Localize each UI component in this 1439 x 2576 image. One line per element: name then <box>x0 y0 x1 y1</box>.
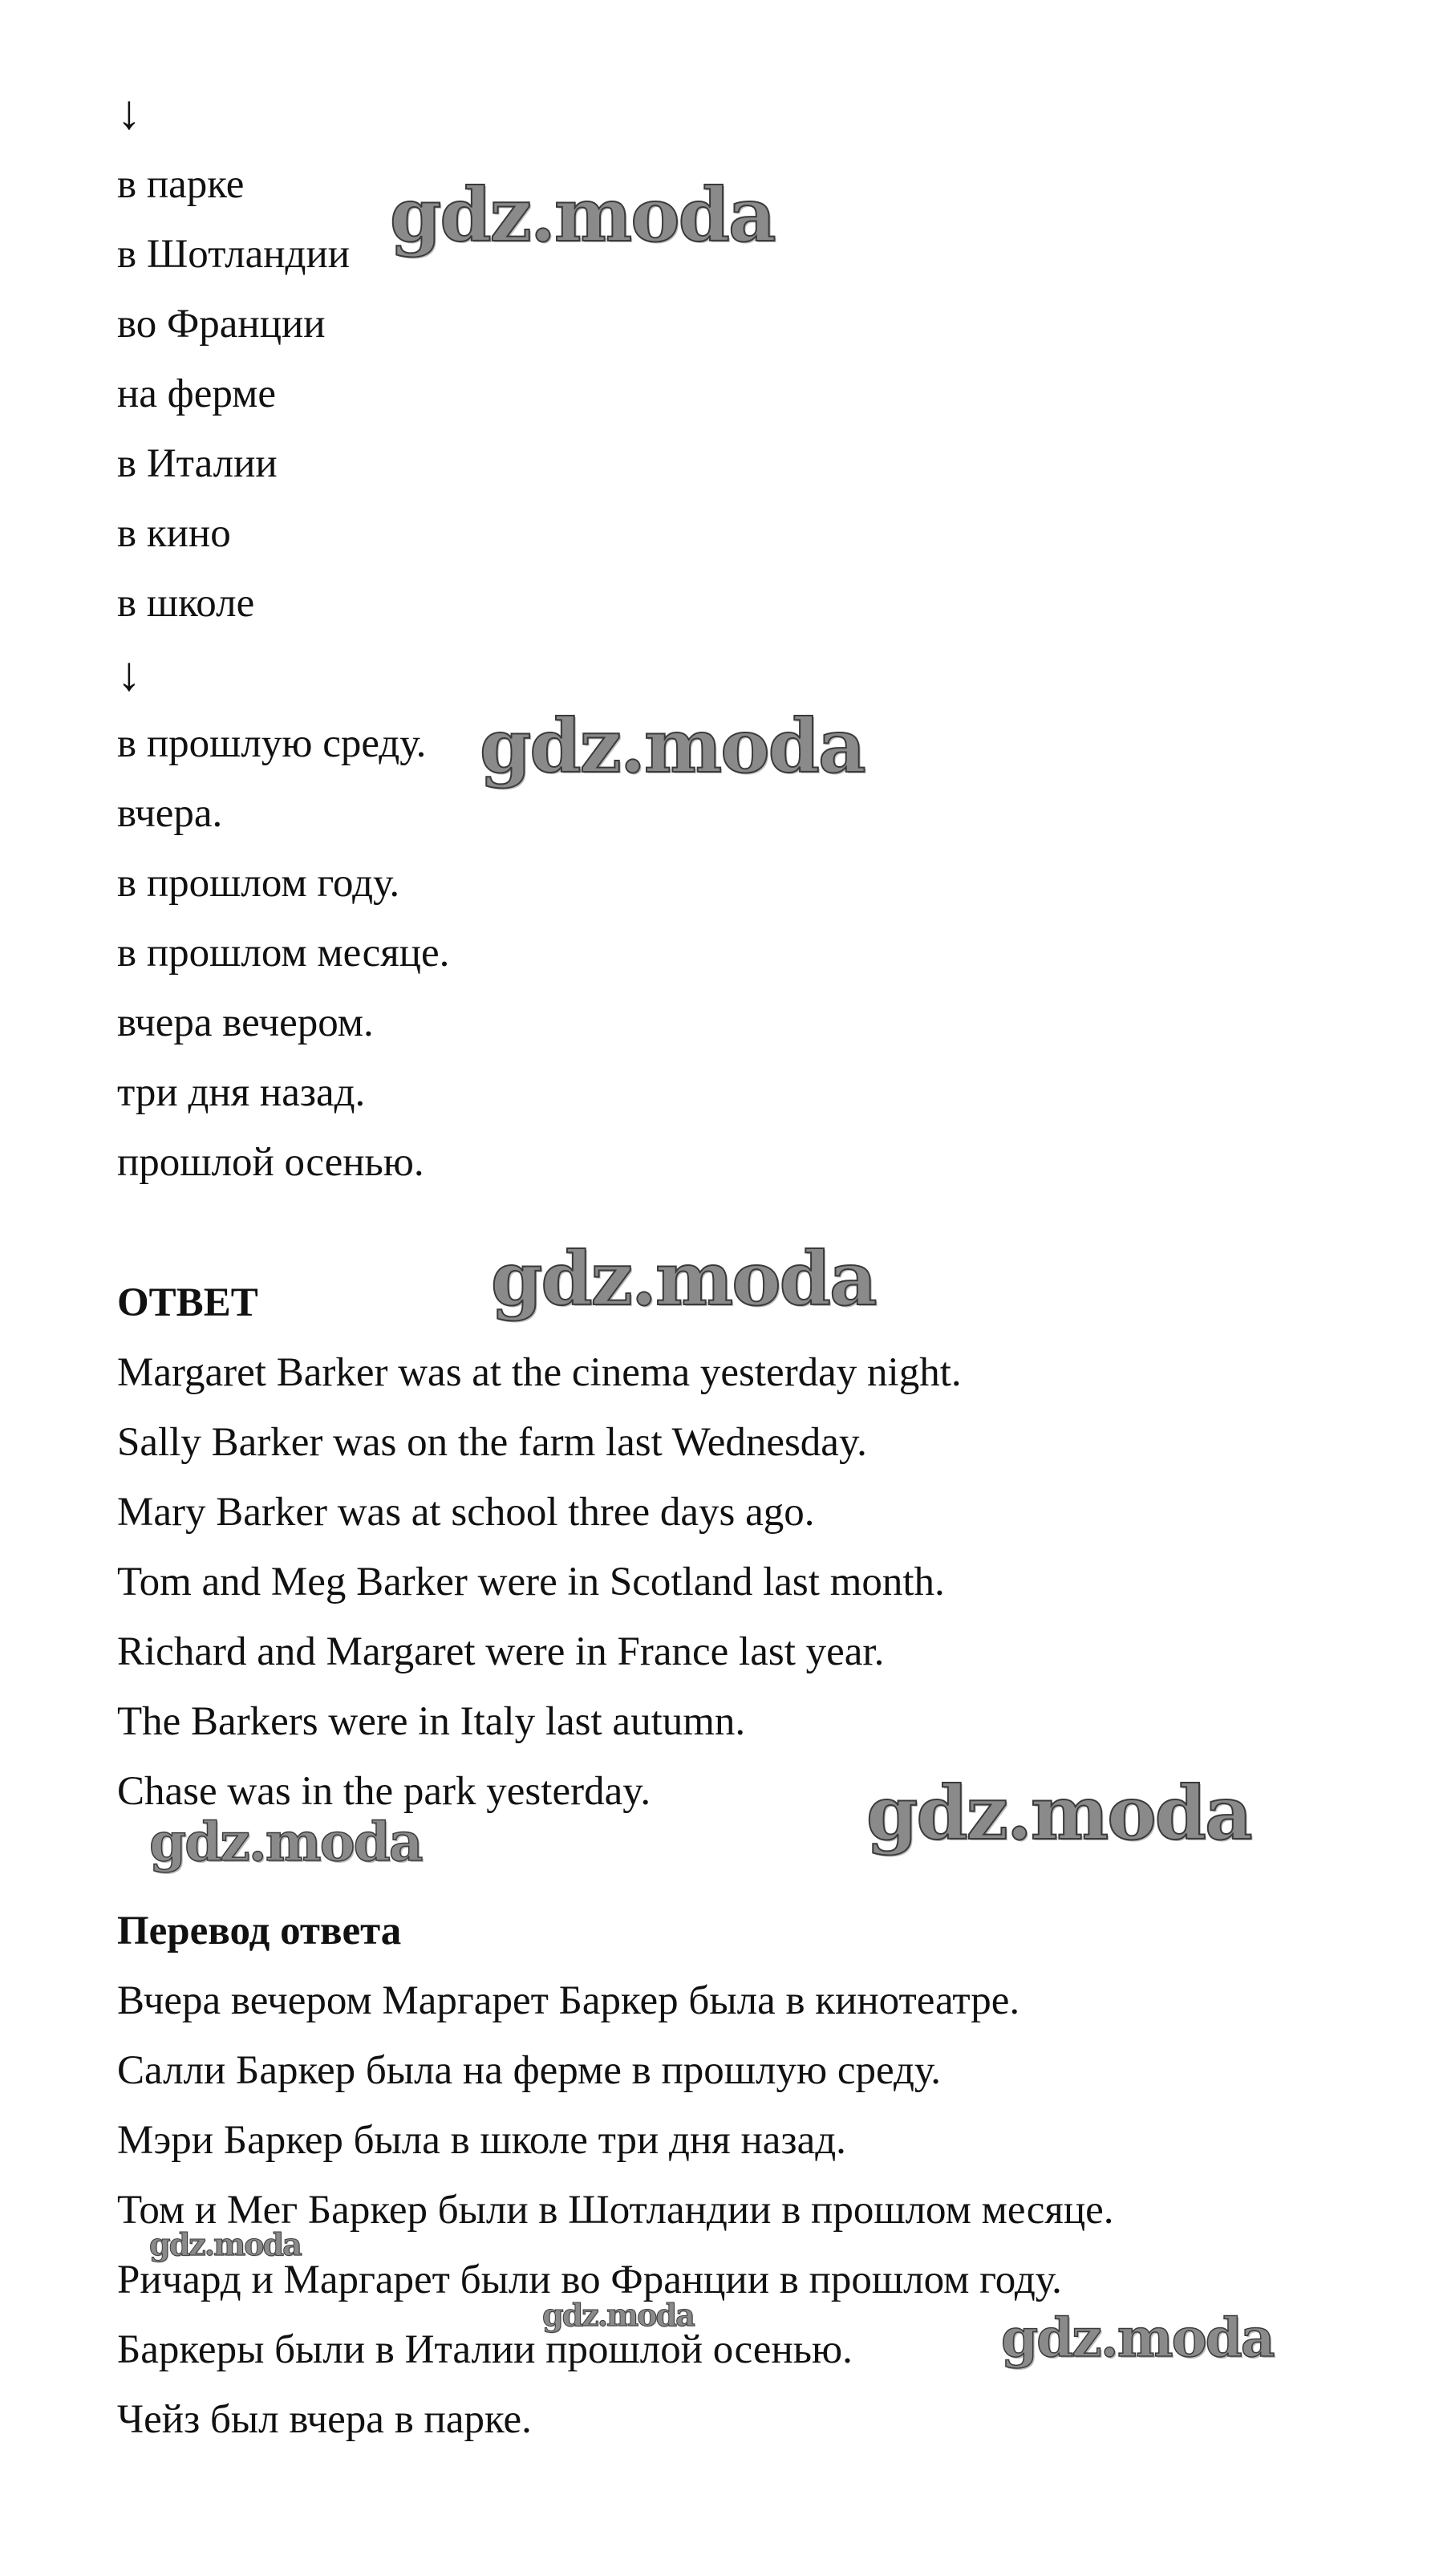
time-item: прошлой осенью. <box>117 1140 424 1185</box>
answer-line: The Barkers were in Italy last autumn. <box>117 1699 746 1744</box>
place-item: в Италии <box>117 441 278 486</box>
watermark: gdz.moda <box>866 1770 1251 1856</box>
watermark: gdz.moda <box>149 2226 301 2262</box>
watermark: gdz.moda <box>149 1811 422 1873</box>
translation-line: Ричард и Маргарет были во Франции в прошлом году. <box>117 2258 1062 2302</box>
answer-line: Mary Barker was at school three days ago. <box>117 1490 815 1535</box>
time-item: три дня назад. <box>117 1070 366 1115</box>
place-item: в кино <box>117 511 231 556</box>
place-item: на ферме <box>117 371 276 416</box>
answer-line: Chase was in the park yesterday. <box>117 1769 651 1814</box>
translation-line: Салли Баркер была на ферме в прошлую среду. <box>117 2048 942 2093</box>
time-item: в прошлом году. <box>117 861 400 906</box>
down-arrow-icon: ↓ <box>117 647 141 700</box>
translation-line: Баркеры были в Италии прошлой осенью. <box>117 2327 853 2372</box>
watermark: gdz.moda <box>491 1235 876 1322</box>
translation-line: Мэри Баркер была в школе три дня назад. <box>117 2118 846 2163</box>
time-item: вчера. <box>117 791 223 836</box>
answer-heading: ОТВЕТ <box>117 1280 258 1325</box>
watermark: gdz.moda <box>1001 2306 1274 2369</box>
answer-line: Margaret Barker was at the cinema yesterday night. <box>117 1350 962 1395</box>
translation-line: Вчера вечером Маргарет Баркер была в кинотеатре. <box>117 1978 1020 2023</box>
place-item: в школе <box>117 581 255 626</box>
watermark: gdz.moda <box>480 703 865 789</box>
translation-heading: Перевод ответа <box>117 1909 402 1953</box>
answer-line: Tom and Meg Barker were in Scotland last month. <box>117 1560 945 1604</box>
translation-line: Чейз был вчера в парке. <box>117 2397 532 2442</box>
down-arrow-icon: ↓ <box>117 86 141 139</box>
answer-line: Richard and Margaret were in France last year. <box>117 1629 885 1674</box>
time-item: в прошлую среду. <box>117 721 427 766</box>
watermark: gdz.moda <box>542 2297 694 2333</box>
time-item: в прошлом месяце. <box>117 931 450 976</box>
place-item: в парке <box>117 162 245 207</box>
translation-line: Том и Мег Баркер были в Шотландии в прошлом месяце. <box>117 2188 1114 2233</box>
place-item: в Шотландии <box>117 232 351 277</box>
watermark: gdz.moda <box>390 172 775 258</box>
place-item: во Франции <box>117 302 326 347</box>
answer-line: Sally Barker was on the farm last Wednesday. <box>117 1420 867 1465</box>
time-item: вчера вечером. <box>117 1000 374 1045</box>
